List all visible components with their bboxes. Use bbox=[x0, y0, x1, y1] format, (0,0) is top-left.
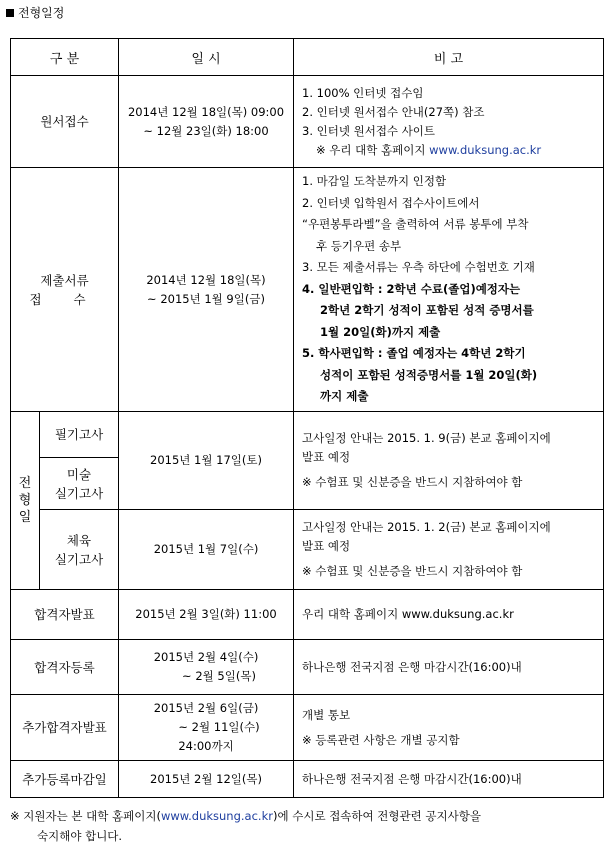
note-line: 후 등기우편 송부 bbox=[316, 238, 402, 253]
footnote-text: )에 수시로 접속하여 전형관련 공지사항을 bbox=[272, 809, 481, 823]
row-label-additional-announce: 추가합격자발표 bbox=[11, 695, 119, 761]
row-label-art-exam bbox=[40, 458, 119, 510]
note-line-bold: 4. 일반편입학 : 2학년 수료(졸업)예정자는 bbox=[302, 281, 521, 296]
footnote-text-line2: 숙지해야 합니다. bbox=[37, 829, 123, 843]
footnote bbox=[10, 806, 481, 846]
note-line: ※ 우리 대학 홈페이지 bbox=[316, 142, 426, 157]
note-line-bold: 까지 제출 bbox=[320, 389, 369, 404]
note-line: 고사일정 안내는 2015. 1. 2(금) 본교 홈페이지에 bbox=[302, 520, 551, 534]
vertical-label-char: 전 bbox=[18, 476, 32, 491]
remarks-cell-announce: 우리 대학 홈페이지 www.duksung.ac.kr bbox=[294, 590, 604, 640]
date-cell-pe-exam: 2015년 1월 7일(수) bbox=[119, 510, 294, 590]
remarks-cell-documents bbox=[294, 168, 604, 412]
note-line: “우편봉투라벨”을 출력하여 서류 봉투에 부착 bbox=[302, 217, 529, 232]
remarks-cell-art-exam bbox=[294, 412, 604, 510]
table-row-written-exam bbox=[11, 412, 604, 458]
date-line: 2014년 12월 18일(목) 09:00 bbox=[127, 104, 285, 119]
note-line: 3. 모든 제출서류는 우측 하단에 수험번호 기재 bbox=[302, 260, 535, 275]
date-cell-documents bbox=[119, 168, 294, 412]
date-cell-additional-announce bbox=[119, 695, 294, 761]
footnote-website-link[interactable]: www.duksung.ac.kr bbox=[160, 809, 273, 823]
table-row-additional-register bbox=[11, 761, 604, 798]
row-label-line: 체육 bbox=[66, 532, 92, 548]
table-header-row bbox=[11, 39, 604, 76]
date-cell-announce: 2015년 2월 3일(화) 11:00 bbox=[119, 590, 294, 640]
note-line: 2. 인터넷 원서접수 안내(27쪽) 참조 bbox=[302, 104, 485, 119]
row-label-announce: 합격자발표 bbox=[11, 590, 119, 640]
remarks-cell-pe-exam bbox=[294, 510, 604, 590]
footnote-text: ※ 지원자는 본 대학 홈페이지( bbox=[10, 809, 161, 823]
table-row-register bbox=[11, 640, 604, 695]
row-label-written-exam: 필기고사 bbox=[40, 412, 119, 458]
note-line: 2. 인터넷 입학원서 접수사이트에서 bbox=[302, 195, 480, 210]
note-line: 발표 예정 bbox=[302, 539, 351, 553]
date-cell-additional-register: 2015년 2월 12일(목) bbox=[119, 761, 294, 798]
date-cell-application bbox=[119, 76, 294, 168]
note-line: ※ 등록관련 사항은 개별 공지함 bbox=[302, 732, 460, 747]
date-line: ~ 2월 11일(수) bbox=[178, 720, 260, 734]
row-label-line: 제출서류 bbox=[40, 272, 89, 288]
table-row-announce bbox=[11, 590, 604, 640]
date-line: ~ 2015년 1월 9일(금) bbox=[147, 291, 265, 306]
date-cell-register bbox=[119, 640, 294, 695]
note-line: 개별 통보 bbox=[302, 707, 351, 722]
row-label-line: 미술 bbox=[66, 466, 92, 482]
table-row-application bbox=[11, 76, 604, 168]
note-line: 고사일정 안내는 2015. 1. 9(금) 본교 홈페이지에 bbox=[302, 431, 551, 445]
note-line: 1. 마감일 도착분까지 인정함 bbox=[302, 174, 447, 189]
website-link[interactable]: www.duksung.ac.kr bbox=[429, 142, 542, 157]
schedule-table bbox=[10, 38, 604, 798]
header-category: 구 분 bbox=[11, 39, 119, 76]
date-line: ~ 12월 23일(화) 18:00 bbox=[143, 123, 269, 138]
row-label-additional-register: 추가등록마감일 bbox=[11, 761, 119, 798]
square-bullet-icon bbox=[6, 9, 14, 17]
note-line: ※ 수험표 및 신분증을 반드시 지참하여야 함 bbox=[302, 564, 523, 578]
note-line-bold: 성적이 포함된 성적증명서를 1월 20일(화) bbox=[320, 367, 538, 382]
note-line: 1. 100% 인터넷 접수임 bbox=[302, 85, 424, 100]
note-line-bold: 2학년 2학기 성적이 포함된 성적 증명서를 bbox=[320, 303, 534, 318]
note-line: 발표 예정 bbox=[302, 450, 351, 464]
date-line: 2015년 2월 6일(금) bbox=[153, 701, 259, 715]
row-label-line: 실기고사 bbox=[54, 551, 104, 567]
vertical-label-char: 일 bbox=[18, 510, 32, 525]
row-label-pe-exam bbox=[40, 510, 119, 590]
row-label-screening bbox=[11, 412, 40, 590]
vertical-label-char: 형 bbox=[18, 493, 32, 508]
row-label-line: 접 수 bbox=[29, 291, 100, 307]
remarks-cell-register: 하나은행 전국지점 은행 마감시간(16:00)내 bbox=[294, 640, 604, 695]
date-line: 24:00까지 bbox=[178, 739, 234, 753]
note-line-bold: 1월 20일(화)까지 제출 bbox=[320, 324, 441, 339]
section-title bbox=[6, 4, 64, 21]
note-line: ※ 수험표 및 신분증을 반드시 지참하여야 함 bbox=[302, 475, 523, 489]
table-row-additional-announce bbox=[11, 695, 604, 761]
table-row-documents bbox=[11, 168, 604, 412]
date-cell-art-exam: 2015년 1월 17일(토) bbox=[119, 412, 294, 510]
row-label-line: 실기고사 bbox=[54, 485, 104, 501]
row-label-register: 합격자등록 bbox=[11, 640, 119, 695]
remarks-cell-application bbox=[294, 76, 604, 168]
remarks-cell-additional-announce bbox=[294, 695, 604, 761]
table-row-pe-exam bbox=[11, 510, 604, 590]
date-line: 2014년 12월 18일(목) bbox=[146, 272, 266, 287]
note-line: 3. 인터넷 원서접수 사이트 bbox=[302, 123, 436, 138]
note-line-bold: 5. 학사편입학 : 졸업 예정자는 4학년 2학기 bbox=[302, 346, 526, 361]
row-label-documents bbox=[11, 168, 119, 412]
header-remarks: 비 고 bbox=[294, 39, 604, 76]
remarks-cell-additional-register: 하나은행 전국지점 은행 마감시간(16:00)내 bbox=[294, 761, 604, 798]
date-line: 2015년 2월 4일(수) bbox=[153, 650, 259, 664]
row-label-application: 원서접수 bbox=[11, 76, 119, 168]
date-line: ~ 2월 5일(목) bbox=[182, 669, 256, 683]
section-title-text: 전형일정 bbox=[18, 6, 65, 20]
header-datetime: 일 시 bbox=[119, 39, 294, 76]
